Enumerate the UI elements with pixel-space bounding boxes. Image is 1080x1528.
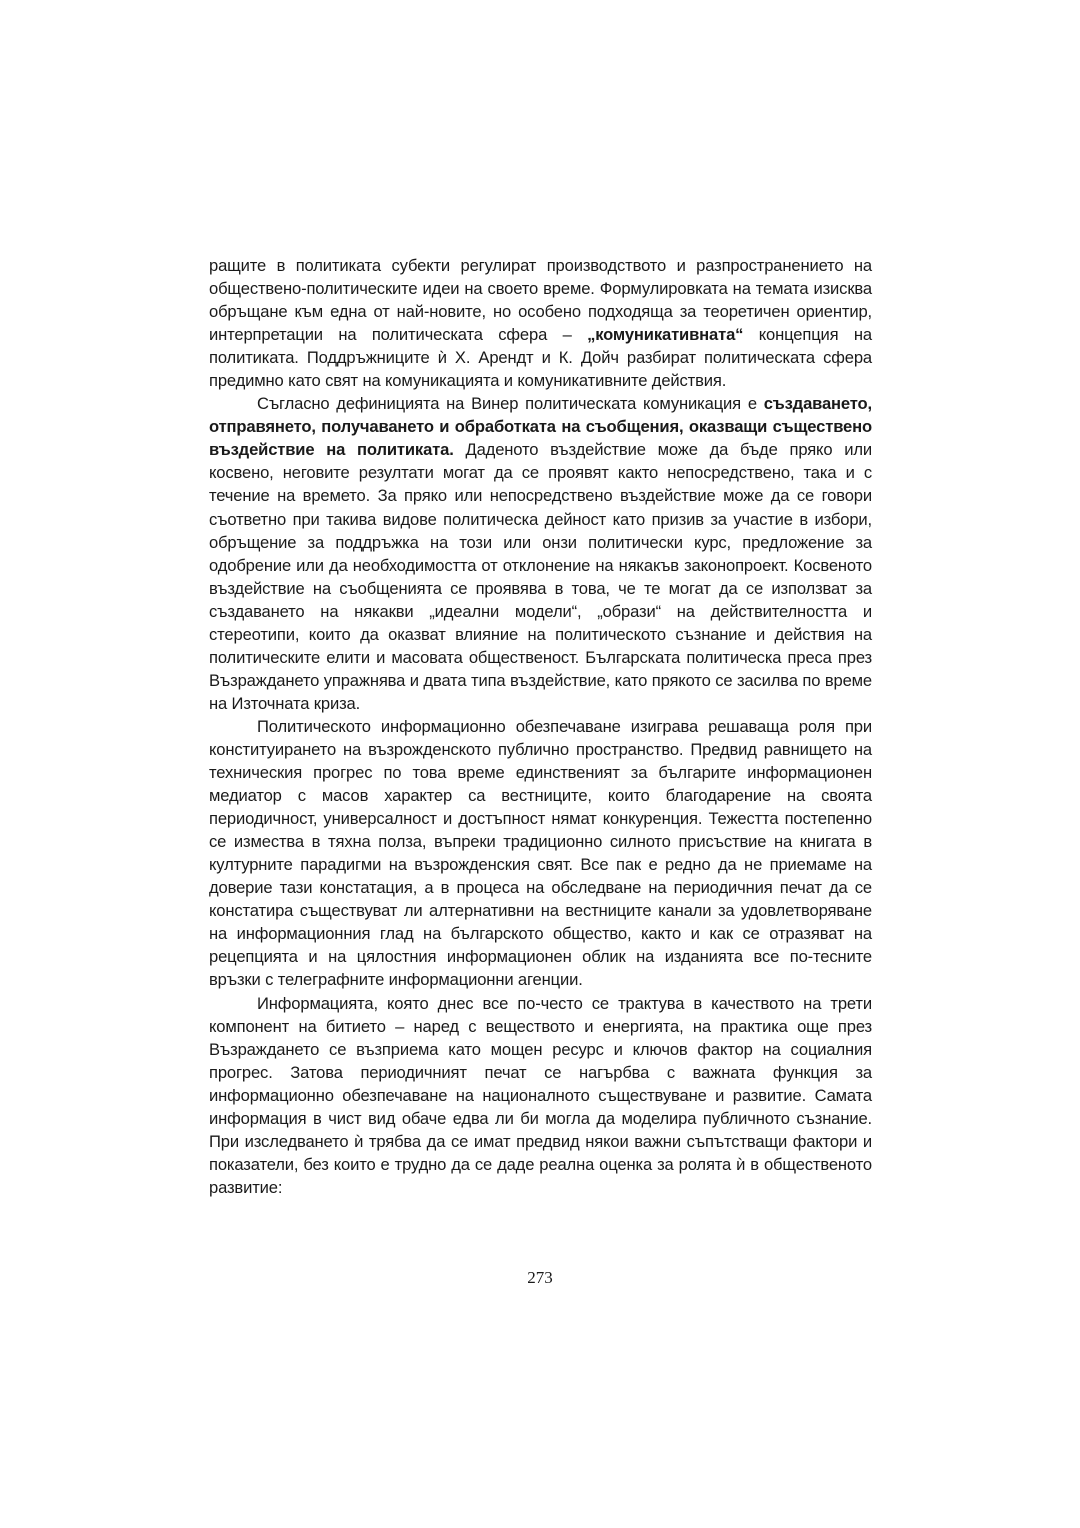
paragraph-4 <box>209 992 872 1199</box>
bold-term: „комуникативната“ <box>587 325 744 345</box>
paragraph-3 <box>209 715 872 992</box>
text-run: концепция на политиката. Поддръжниците ѝ Х. Арендт и К. Дойч разбират политическата сфера предимно като свят на комуникацията и комуникативните действия. <box>209 325 873 391</box>
text-run: ращите в политиката субекти регулират производството и разпространението на обществено-политическите идеи на своето време. Формулировката на темата изисква обръщане към една от най-новите, но особено подходяща за теоретичен ориентир, интерпретации на политическата сфера – <box>209 256 872 345</box>
bold-definition: създаването, отправянето, получаването и обработката на съобщения, оказващи съществено въздействие на политиката. <box>209 394 872 460</box>
text-run: Информацията, която днес все по-често се трактува в качеството на трети компонент на битието – наред с веществото и енергията, на практика още през Възраждането се възприема като мощен ресурс и ключов фактор на социалния прогрес. Затова периодичният печат се нагърбва с важната функция за информационно обезпечаване на националното съществуване и развитие. Самата информация в чист вид обаче едва ли би могла да моделира публичното съзнание. При изследването ѝ трябва да се имат предвид някои важни съпътстващи фактори и показатели, без които е трудно да се даде реална оценка за ролята ѝ в общественото развитие: <box>209 993 872 1197</box>
text-run: Политическото информационно обезпечаване изиграва решаваща роля при конституирането на възрожденското публично пространство. Предвид равнището на техническия прогрес по това време единственият за българите информационен медиатор с масов характер са вестниците, които благодарение на своята периодичност, универсалност и достъпност нямат конкуренция. Тежестта постепенно се измества в тяхна полза, въпреки традиционно силното присъствие на книгата в културните парадигми на възрожденския свят. Все пак е редно да не приемаме на доверие тази констатация, а в процеса на обследване на периодичния печат да се констатира съществуват ли алтернативни на вестниците канали за удовлетворяване на информационния глад на българското общество, както и как се отразяват на рецепцията и на цялостния информационен облик на изданията все по-тесните връзки с телеграфните информационни агенции. <box>209 716 872 990</box>
paragraph-2 <box>209 392 872 715</box>
body-text <box>209 254 872 1199</box>
text-run: Даденото въздействие може да бъде пряко или косвено, неговите резултати могат да се проявят както непосредствено, така и с течение на времето. За пряко или непосредствено въздействие може да се говори съответно при такива видове политическа дейност като призив за участие в избори, обръщение за поддръжка на този или онзи политически курс, предложение за одобрение или да необходимостта от отклонение на някакъв законопроект. Косвеното въздействие на съобщенията се проявява в това, че те могат да се използват за създаването на някакви „идеални модели“, „образи“ на действителността и стереотипи, които да оказват влияние на политическото съзнание и действия на политическите елити и масовата общественост. Българската политическа преса през Възраждането упражнява и двата типа въздействие, като прякото се засилва по време на Източната криза. <box>209 440 873 713</box>
paragraph-1 <box>209 254 872 392</box>
text-run: Съгласно дефиницията на Винер политическата комуникация е <box>257 394 764 414</box>
page-number: 273 <box>527 1268 553 1287</box>
